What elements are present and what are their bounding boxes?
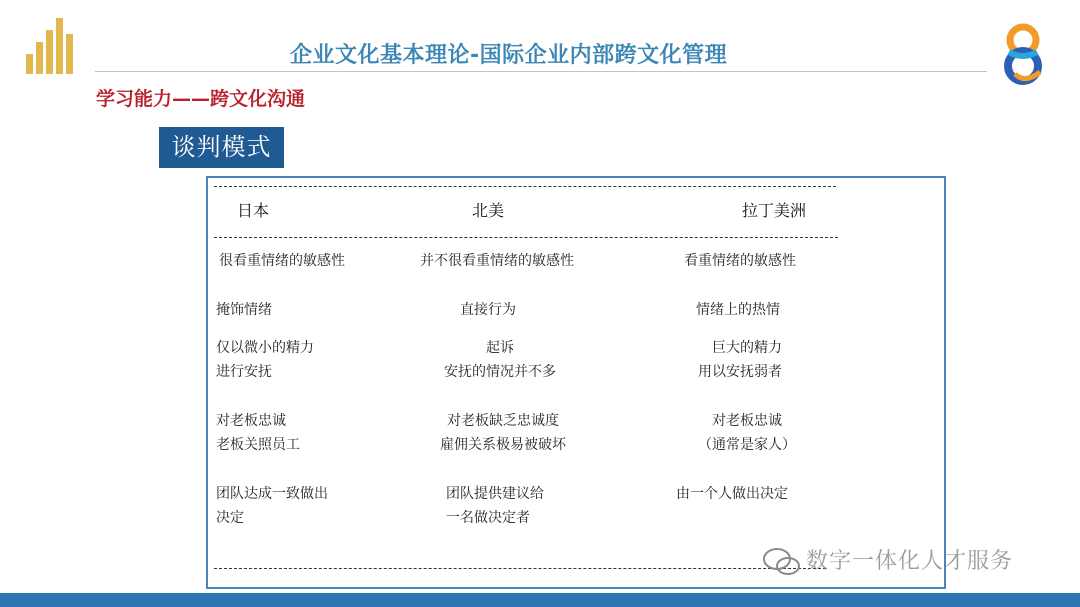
row-4-north-america: 团队提供建议给 一名做决定者 bbox=[446, 486, 544, 526]
bottom-bar bbox=[0, 593, 1080, 607]
row-1-north-america: 直接行为 bbox=[460, 302, 516, 318]
table-bottom-divider bbox=[214, 568, 826, 569]
title-divider bbox=[95, 71, 987, 72]
row-4-japan: 团队达成一致做出 决定 bbox=[216, 486, 328, 526]
row-2-latin-america: 巨大的精力 用以安抚弱者 bbox=[698, 340, 782, 380]
header-japan: 日本 bbox=[237, 201, 270, 220]
header-north-america: 北美 bbox=[472, 201, 505, 220]
row-3-north-america: 对老板缺乏忠诚度 雇佣关系极易被破坏 bbox=[440, 413, 566, 453]
section-title: 学习能力——跨文化沟通 bbox=[96, 88, 306, 110]
table-header-divider bbox=[214, 237, 838, 238]
brand-logo-icon bbox=[995, 22, 1050, 90]
row-0-latin-america: 看重情绪的敏感性 bbox=[684, 253, 796, 269]
row-0-north-america: 并不很看重情绪的敏感性 bbox=[420, 253, 574, 269]
row-3-latin-america: 对老板忠诚 （通常是家人） bbox=[698, 413, 796, 453]
row-4-latin-america: 由一个人做出决定 bbox=[676, 486, 788, 502]
row-3-japan: 对老板忠诚 老板关照员工 bbox=[216, 413, 300, 453]
row-1-latin-america: 情绪上的热情 bbox=[696, 302, 780, 318]
topic-label: 谈判模式 bbox=[159, 127, 284, 168]
table-top-divider bbox=[214, 186, 836, 187]
row-2-north-america: 起诉 安抚的情况并不多 bbox=[444, 340, 556, 380]
row-2-japan: 仅以微小的精力 进行安抚 bbox=[216, 340, 314, 380]
watermark-text: 数字一体化人才服务 bbox=[806, 549, 1014, 574]
row-0-japan: 很看重情绪的敏感性 bbox=[219, 253, 345, 269]
header-latin-america: 拉丁美洲 bbox=[742, 201, 807, 220]
wechat-icon bbox=[762, 546, 802, 578]
row-1-japan: 掩饰情绪 bbox=[216, 302, 272, 318]
bar-chart-logo-icon bbox=[26, 16, 80, 74]
page-title: 企业文化基本理论-国际企业内部跨文化管理 bbox=[290, 43, 728, 68]
